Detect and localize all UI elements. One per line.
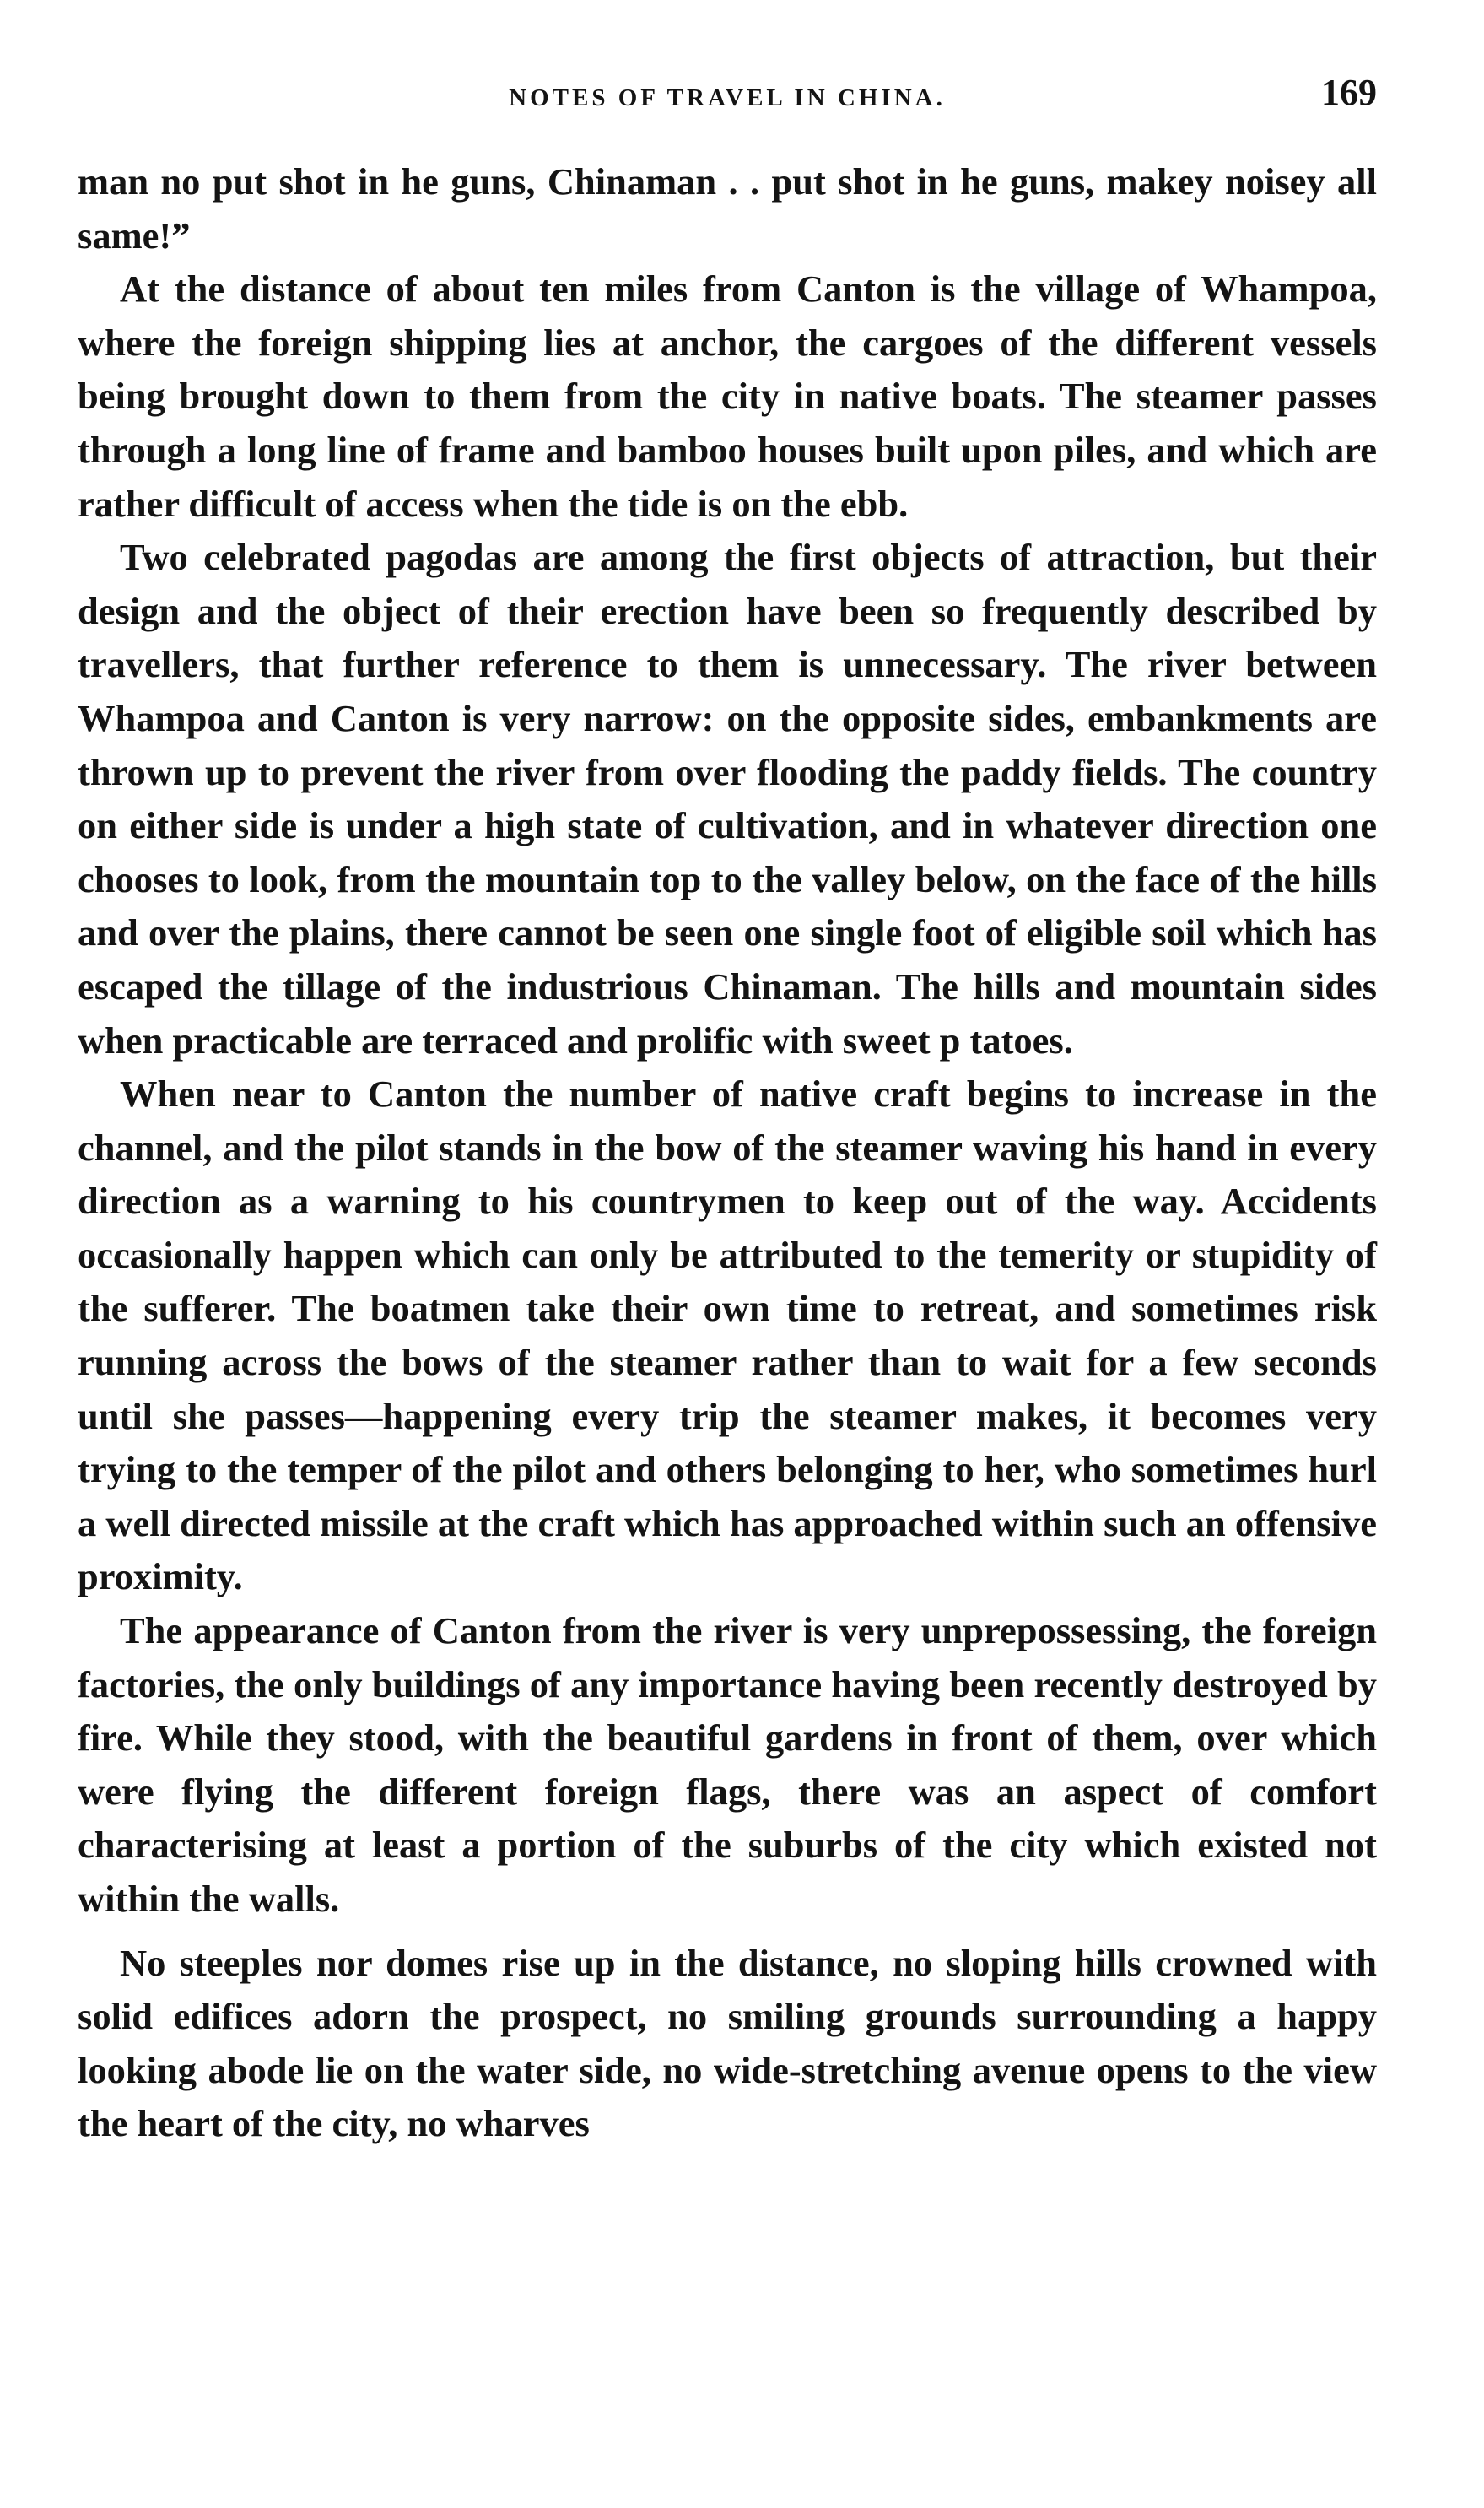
paragraph-whampoa: At the distance of about ten miles from Canton is the village of Whampoa, where the foreign shipping lies at anchor, the cargoes of the different vessels being brought down to them from the city in native boats. The steamer passes through a long line of frame and bamboo houses built upon piles, and which are rather difficult of access when the tide is on the ebb. (78, 268, 1377, 525)
page-number: 169 (1321, 72, 1377, 113)
paragraph-native-craft: When near to Canton the number of native craft begins to increase in the channel, and the pilot stands in the bow of the steamer waving his hand in every direction as a warning to his countrymen to keep out of the way. Accidents occasionally happen which can only be attributed to the temerity or stupidity of the sufferer. The boatmen take their own time to retreat, and sometimes risk running across the bows of the steamer rather than to wait for a few seconds until she passes—happening every trip the steamer makes, it becomes very trying to the temper of the pilot and others belonging to her, who sometimes hurl a well directed missile at the craft which has approached within such an offensive proximity. (78, 1073, 1377, 1598)
body-text (78, 155, 1377, 2151)
paragraph-pagodas: Two celebrated pagodas are among the first objects of attraction, but their design and the object of their erection have been so frequently described by travellers, that further reference to them is unnecessary. The river between Whampoa and Canton is very narrow: on the opposite sides, embankments are thrown up to prevent the river from over flooding the paddy fields. The country on either side is under a high state of cultivation, and in whatever direction one chooses to look, from the mountain top to the valley below, on the face of the hills and over the plains, there cannot be seen one single foot of eligible soil which has escaped the tillage of the industrious Chinaman. The hills and mountain sides when practicable are terraced and prolific with sweet p tatoes. (78, 536, 1377, 1062)
paragraph-no-steeples: No steeples nor domes rise up in the distance, no sloping hills crowned with solid edifices adorn the prospect, no smiling grounds surrounding a happy looking abode lie on the water side, no wide-stretching avenue opens to the view the heart of the city, no wharves (78, 1941, 1377, 2145)
running-title: NOTES OF TRAVEL IN CHINA. (509, 84, 946, 111)
paragraph-continuation: man no put shot in he guns, Chinaman . . put shot in he guns, makey noisey all same!” (78, 160, 1377, 257)
paragraph-appearance-of-canton: The appearance of Canton from the river is very unprepossessing, the foreign factories, the only buildings of any importance having been recently destroyed by fire. While they stood, with the beautiful gardens in front of them, over which were flying the different foreign flags, there was an aspect of comfort characterising at least a portion of the suburbs of the city which existed not within the walls. (78, 1609, 1377, 1920)
running-head (78, 73, 1377, 123)
